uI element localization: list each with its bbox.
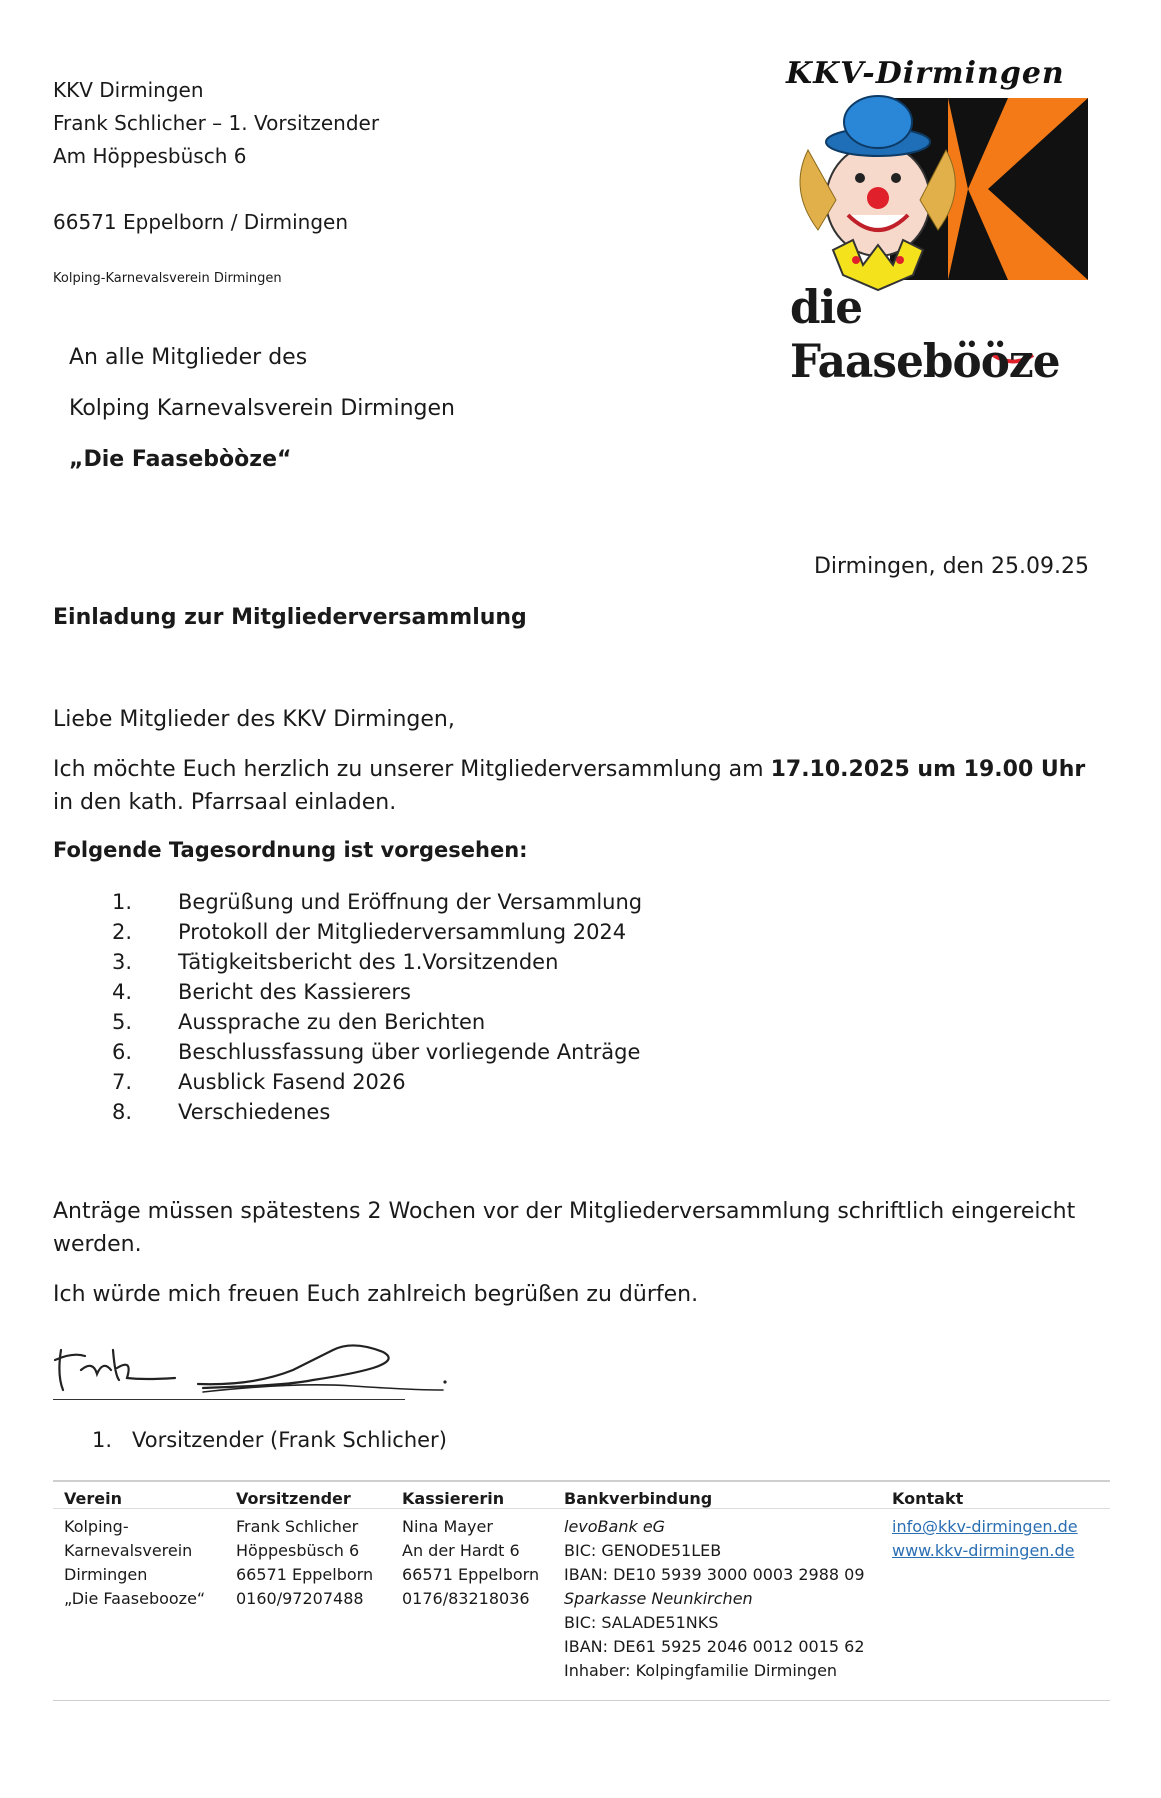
footer-vorsitzender-line: Höppesbüsch 6 (236, 1541, 360, 1560)
signature-name: Vorsitzender (Frank Schlicher) (132, 1428, 447, 1452)
requests-note: Anträge müssen spätestens 2 Wochen vor der Mitgliederversammlung schriftlich eingereicht werden. (53, 1199, 1076, 1257)
agenda-number: 6. (112, 1040, 133, 1064)
bank-2-iban: IBAN: DE61 5925 2046 0012 0015 62 (564, 1637, 865, 1656)
recipient-line-1: An alle Mitglieder des (69, 345, 308, 370)
footer-bankverbindung (564, 1487, 865, 1683)
sender-city: 66571 Eppelborn / Dirmingen (53, 210, 349, 234)
bank-2-name: Sparkasse Neunkirchen (564, 1589, 753, 1608)
website-link[interactable]: www.kkv-dirmingen.de (892, 1541, 1075, 1560)
agenda-number: 1. (112, 890, 133, 914)
invitation-text-before: Ich möchte Euch herzlich zu unserer Mitgliederversammlung am (53, 757, 771, 782)
footer-verein-heading: Verein (64, 1489, 122, 1508)
footer-verein-line: Dirmingen (64, 1565, 148, 1584)
agenda-item (112, 947, 642, 977)
footer-divider-bottom (53, 1700, 1110, 1701)
agenda-text: Tätigkeitsbericht des 1.Vorsitzenden (178, 950, 559, 974)
letter-date: Dirmingen, den 25.09.25 (813, 554, 1089, 579)
agenda-item (112, 917, 642, 947)
agenda-list (112, 887, 642, 1127)
agenda-number: 4. (112, 980, 133, 1004)
agenda-number: 3. (112, 950, 133, 974)
footer-divider-top (53, 1480, 1110, 1482)
agenda-heading: Folgende Tagesordnung ist vorgesehen: (53, 838, 528, 862)
footer-kassiererin-line: An der Hardt 6 (402, 1541, 520, 1560)
footer-vorsitzender-line: 66571 Eppelborn (236, 1565, 374, 1584)
footer-kontakt-heading: Kontakt (892, 1489, 964, 1508)
recipient-line-3: „Die Faasebòòze“ (69, 447, 292, 472)
sender-street: Am Höppesbüsch 6 (53, 144, 247, 168)
agenda-item (112, 1067, 642, 1097)
handwritten-signature (53, 1330, 453, 1400)
footer-verein-line: Karnevalsverein (64, 1541, 193, 1560)
sender-name: KKV Dirmingen (53, 78, 204, 102)
agenda-number: 8. (112, 1100, 133, 1124)
footer-verein-line: „Die Faasebooze“ (64, 1589, 206, 1608)
footer-kontakt (892, 1487, 1078, 1563)
greeting: Liebe Mitglieder des KKV Dirmingen, (53, 707, 455, 732)
footer-verein-line: Kolping- (64, 1517, 129, 1536)
logo-subtitle: die Faasebööze (790, 280, 1060, 388)
sender-address (53, 74, 379, 239)
footer-vorsitzender (236, 1487, 373, 1611)
email-link[interactable]: info@kkv-dirmingen.de (892, 1517, 1078, 1536)
agenda-number: 5. (112, 1010, 133, 1034)
invitation-text-after: in den kath. Pfarrsaal einladen. (53, 790, 397, 815)
bank-2-bic: BIC: SALADE51NKS (564, 1613, 719, 1632)
recipient-address (69, 332, 455, 485)
signature-number: 1. (92, 1428, 113, 1452)
footer-kassiererin-line: Nina Mayer (402, 1517, 493, 1536)
sender-org-small: Kolping-Karnevalsverein Dirmingen (53, 271, 282, 286)
signature-line (53, 1399, 405, 1400)
footer-kassiererin-heading: Kassiererin (402, 1489, 505, 1508)
agenda-item (112, 1007, 642, 1037)
bank-1-iban: IBAN: DE10 5939 3000 0003 2988 09 (564, 1565, 865, 1584)
closing-sentence: Ich würde mich freuen Euch zahlreich begrüßen zu dürfen. (53, 1282, 699, 1307)
agenda-text: Protokoll der Mitgliederversammlung 2024 (178, 920, 627, 944)
signature-caption (92, 1428, 447, 1452)
agenda-number: 2. (112, 920, 133, 944)
agenda-text: Ausblick Fasend 2026 (178, 1070, 406, 1094)
logo-title: KKV-Dirmingen (786, 56, 1065, 91)
meeting-datetime: 17.10.2025 um 19.00 Uhr (770, 757, 1086, 782)
agenda-text: Begrüßung und Eröffnung der Versammlung (178, 890, 643, 914)
recipient-line-2: Kolping Karnevalsverein Dirmingen (69, 396, 455, 421)
bank-account-owner: Inhaber: Kolpingfamilie Dirmingen (564, 1661, 838, 1680)
agenda-text: Verschiedenes (178, 1100, 331, 1124)
agenda-text: Bericht des Kassierers (178, 980, 411, 1004)
agenda-item (112, 977, 642, 1007)
footer-vorsitzender-line: 0160/97207488 (236, 1589, 364, 1608)
agenda-text: Beschlussfassung über vorliegende Anträge (178, 1040, 641, 1064)
agenda-item (112, 1037, 642, 1067)
agenda-number: 7. (112, 1070, 133, 1094)
agenda-text: Aussprache zu den Berichten (178, 1010, 486, 1034)
bank-1-name: levoBank eG (564, 1517, 666, 1536)
footer-kassiererin-line: 0176/83218036 (402, 1589, 530, 1608)
sender-chair: Frank Schlicher – 1. Vorsitzender (53, 111, 380, 135)
footer-bank-heading: Bankverbindung (564, 1489, 713, 1508)
footer-vorsitzender-line: Frank Schlicher (236, 1517, 359, 1536)
agenda-item (112, 887, 642, 917)
footer-vorsitzender-heading: Vorsitzender (236, 1489, 351, 1508)
footer-kassiererin (402, 1487, 539, 1611)
bank-1-bic: BIC: GENODE51LEB (564, 1541, 722, 1560)
footer-verein (64, 1487, 205, 1611)
agenda-item (112, 1097, 642, 1127)
invitation-paragraph (53, 753, 1093, 819)
footer-kassiererin-line: 66571 Eppelborn (402, 1565, 540, 1584)
letter-subject: Einladung zur Mitgliederversammlung (53, 605, 527, 630)
